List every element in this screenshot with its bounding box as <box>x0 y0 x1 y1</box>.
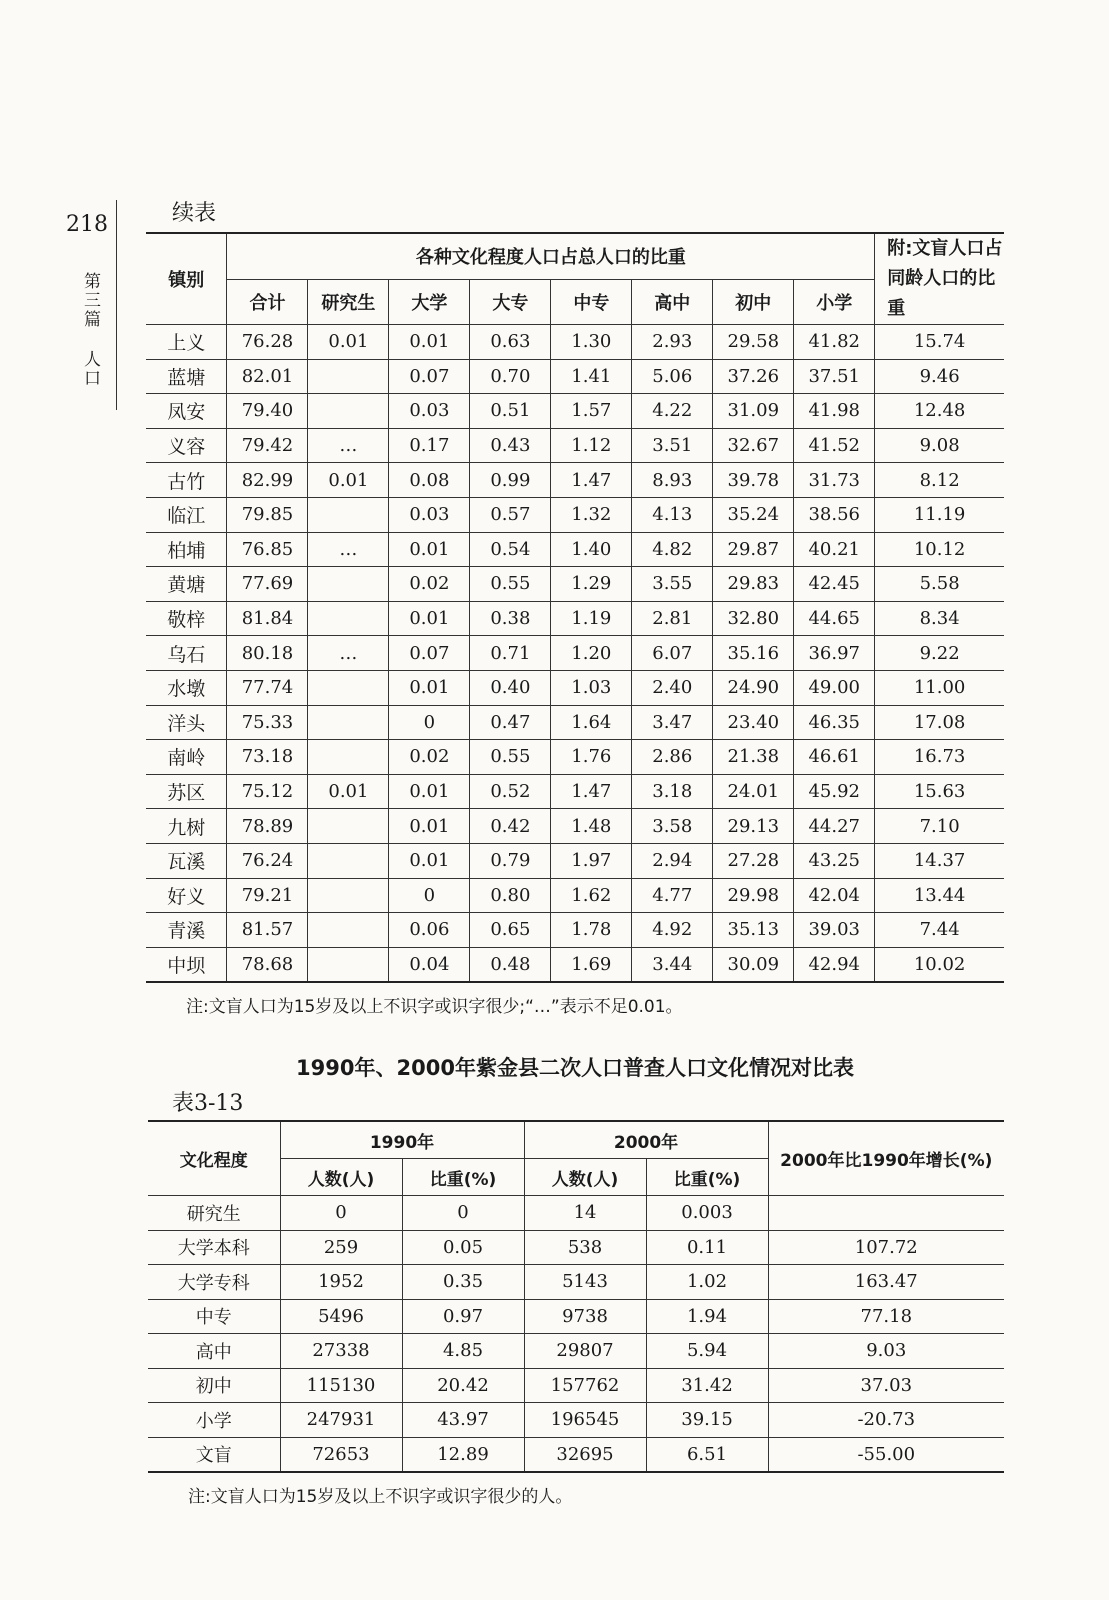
section-label: 人口 <box>80 350 100 388</box>
table-cell: 80.18 <box>227 636 308 671</box>
table-cell: 0 <box>280 1196 402 1231</box>
table-cell: 12.48 <box>875 394 1004 429</box>
education-level: 中专 <box>148 1299 280 1334</box>
table-cell: 76.85 <box>227 532 308 567</box>
table-cell: 0.71 <box>470 636 551 671</box>
table-row <box>146 325 1004 360</box>
table-cell: 82.01 <box>227 359 308 394</box>
table-cell: 0.003 <box>646 1196 768 1231</box>
table-cell: 0.43 <box>470 428 551 463</box>
town-name: 义容 <box>146 428 227 463</box>
table-cell: 3.18 <box>632 774 713 809</box>
town-name: 黄塘 <box>146 567 227 602</box>
table-cell: 31.73 <box>794 463 875 498</box>
table-cell: 43.25 <box>794 843 875 878</box>
table-cell: 13.44 <box>875 878 1004 913</box>
table-cell: 46.61 <box>794 740 875 775</box>
table-cell: 1.20 <box>551 636 632 671</box>
table-cell: 32.67 <box>713 428 794 463</box>
table-cell: 43.97 <box>402 1403 524 1438</box>
town-name: 中坝 <box>146 947 227 982</box>
table-cell: 42.45 <box>794 567 875 602</box>
table-cell: 29.13 <box>713 809 794 844</box>
column-header: 大学 <box>389 279 470 324</box>
table-cell: 42.04 <box>794 878 875 913</box>
table-cell: 46.35 <box>794 705 875 740</box>
table-cell: 44.27 <box>794 809 875 844</box>
table-cell: 29.83 <box>713 567 794 602</box>
table-cell: 79.85 <box>227 497 308 532</box>
header-count-1990: 人数(人) <box>280 1159 402 1196</box>
table-cell: 39.78 <box>713 463 794 498</box>
table-cell: 29.58 <box>713 325 794 360</box>
table-cell: 1.62 <box>551 878 632 913</box>
table-cell: 3.55 <box>632 567 713 602</box>
table-cell: 538 <box>524 1230 646 1265</box>
table-cell <box>308 843 389 878</box>
town-name: 古竹 <box>146 463 227 498</box>
table-cell: 6.51 <box>646 1437 768 1472</box>
town-education-table <box>146 232 1004 983</box>
table-cell: 0.01 <box>389 809 470 844</box>
table-row <box>146 705 1004 740</box>
table-cell: 0.52 <box>470 774 551 809</box>
table-cell: 115130 <box>280 1368 402 1403</box>
table-cell: 2.86 <box>632 740 713 775</box>
table-cell: 0.38 <box>470 601 551 636</box>
table-cell: 0 <box>389 878 470 913</box>
table-cell: 41.98 <box>794 394 875 429</box>
table-cell: 36.97 <box>794 636 875 671</box>
table-cell: 15.63 <box>875 774 1004 809</box>
header-share-2000: 比重(%) <box>646 1159 768 1196</box>
table-cell: 79.42 <box>227 428 308 463</box>
table-cell: 0.17 <box>389 428 470 463</box>
table-row <box>148 1299 1004 1334</box>
table-row <box>146 878 1004 913</box>
table-cell: 14.37 <box>875 843 1004 878</box>
education-level: 文盲 <box>148 1437 280 1472</box>
table-cell: 1.03 <box>551 670 632 705</box>
table-cell: 3.44 <box>632 947 713 982</box>
table-cell: 4.77 <box>632 878 713 913</box>
table-cell: 44.65 <box>794 601 875 636</box>
table-cell: 24.01 <box>713 774 794 809</box>
education-level: 大学专科 <box>148 1265 280 1300</box>
table-cell: 0.01 <box>389 532 470 567</box>
town-name: 瓦溪 <box>146 843 227 878</box>
table-cell: 0.99 <box>470 463 551 498</box>
table-cell: 1.19 <box>551 601 632 636</box>
table-cell: 10.12 <box>875 532 1004 567</box>
table-cell: 6.07 <box>632 636 713 671</box>
table-cell: … <box>308 428 389 463</box>
table-cell: 3.47 <box>632 705 713 740</box>
table-cell <box>308 878 389 913</box>
table-row <box>146 463 1004 498</box>
table-cell: 7.10 <box>875 809 1004 844</box>
table-cell: … <box>308 636 389 671</box>
table-cell: 32.80 <box>713 601 794 636</box>
page-number: 218 <box>66 212 108 237</box>
table-cell: 0.01 <box>308 463 389 498</box>
table-cell: 107.72 <box>768 1230 1004 1265</box>
table-cell: 35.13 <box>713 913 794 948</box>
table-title: 1990年、2000年紫金县二次人口普查人口文化情况对比表 <box>296 1056 854 1080</box>
table-cell: 23.40 <box>713 705 794 740</box>
table-row <box>146 774 1004 809</box>
table-cell: -55.00 <box>768 1437 1004 1472</box>
table-cell: 0.48 <box>470 947 551 982</box>
table-cell: 8.34 <box>875 601 1004 636</box>
table-cell: 9.46 <box>875 359 1004 394</box>
table-cell: 259 <box>280 1230 402 1265</box>
table-cell: 0.07 <box>389 359 470 394</box>
table-cell: 3.58 <box>632 809 713 844</box>
table-cell: 0.80 <box>470 878 551 913</box>
table-cell: 0.97 <box>402 1299 524 1334</box>
table-cell: 12.89 <box>402 1437 524 1472</box>
table-row <box>148 1230 1004 1265</box>
table-cell <box>308 809 389 844</box>
column-header: 研究生 <box>308 279 389 324</box>
table-cell: 15.74 <box>875 325 1004 360</box>
table-row <box>148 1368 1004 1403</box>
table-cell <box>308 947 389 982</box>
table-cell: 1.30 <box>551 325 632 360</box>
table-cell: 0.51 <box>470 394 551 429</box>
table-cell <box>308 913 389 948</box>
table-cell: 8.12 <box>875 463 1004 498</box>
town-name: 敬梓 <box>146 601 227 636</box>
header-level: 文化程度 <box>148 1121 280 1196</box>
table-cell: 0.04 <box>389 947 470 982</box>
header-share-1990: 比重(%) <box>402 1159 524 1196</box>
table-cell: 0.35 <box>402 1265 524 1300</box>
town-name: 凤安 <box>146 394 227 429</box>
header-town: 镇别 <box>146 233 227 325</box>
header-count-2000: 人数(人) <box>524 1159 646 1196</box>
education-level: 大学本科 <box>148 1230 280 1265</box>
table-cell: 16.73 <box>875 740 1004 775</box>
table-cell: 0.55 <box>470 740 551 775</box>
table-cell: 4.82 <box>632 532 713 567</box>
town-name: 洋头 <box>146 705 227 740</box>
table-cell: 37.51 <box>794 359 875 394</box>
table-cell: 5.06 <box>632 359 713 394</box>
table-cell: 17.08 <box>875 705 1004 740</box>
table-cell: 4.92 <box>632 913 713 948</box>
table-row <box>146 843 1004 878</box>
table-cell: 0.42 <box>470 809 551 844</box>
table-cell: 9.22 <box>875 636 1004 671</box>
table-cell: 1.76 <box>551 740 632 775</box>
table-cell: 1.02 <box>646 1265 768 1300</box>
table-cell: 5143 <box>524 1265 646 1300</box>
table-cell: 31.09 <box>713 394 794 429</box>
table-cell: 73.18 <box>227 740 308 775</box>
table-cell: 0.01 <box>389 774 470 809</box>
table-cell: 0.01 <box>389 601 470 636</box>
header-education-share: 各种文化程度人口占总人口的比重 <box>227 233 875 279</box>
side-rule <box>116 200 117 410</box>
table-row <box>146 567 1004 602</box>
town-name: 九树 <box>146 809 227 844</box>
town-name: 苏区 <box>146 774 227 809</box>
table-cell: 81.84 <box>227 601 308 636</box>
table-cell: 9738 <box>524 1299 646 1334</box>
table-cell: … <box>308 532 389 567</box>
column-header: 大专 <box>470 279 551 324</box>
table-cell: 40.21 <box>794 532 875 567</box>
table-cell: 39.03 <box>794 913 875 948</box>
table-cell <box>308 497 389 532</box>
town-name: 上义 <box>146 325 227 360</box>
table-cell: 20.42 <box>402 1368 524 1403</box>
table-row <box>148 1196 1004 1231</box>
table-cell: 76.24 <box>227 843 308 878</box>
table-cell: 1.48 <box>551 809 632 844</box>
table-cell: 29.98 <box>713 878 794 913</box>
table-cell: 9.08 <box>875 428 1004 463</box>
table-cell: 37.03 <box>768 1368 1004 1403</box>
town-name: 好义 <box>146 878 227 913</box>
table-cell: 10.02 <box>875 947 1004 982</box>
table-cell: 1.57 <box>551 394 632 429</box>
table-cell: 1.47 <box>551 774 632 809</box>
table-cell: 38.56 <box>794 497 875 532</box>
table-row <box>146 740 1004 775</box>
table-cell: 49.00 <box>794 670 875 705</box>
table-cell: 2.40 <box>632 670 713 705</box>
table-cell: 76.28 <box>227 325 308 360</box>
table-cell: 4.85 <box>402 1334 524 1369</box>
table-cell: 0.08 <box>389 463 470 498</box>
table-cell: 27.28 <box>713 843 794 878</box>
table-cell: 0.01 <box>308 325 389 360</box>
table-cell: 0.01 <box>308 774 389 809</box>
table-cell: 157762 <box>524 1368 646 1403</box>
header-1990: 1990年 <box>280 1121 524 1159</box>
table-row <box>146 809 1004 844</box>
town-name: 青溪 <box>146 913 227 948</box>
table-cell: 37.26 <box>713 359 794 394</box>
table-cell: 4.13 <box>632 497 713 532</box>
table-cell: 75.33 <box>227 705 308 740</box>
table-cell: 72653 <box>280 1437 402 1472</box>
table-cell: 3.51 <box>632 428 713 463</box>
table-cell: 81.57 <box>227 913 308 948</box>
table-cell: 1.94 <box>646 1299 768 1334</box>
table-cell <box>308 670 389 705</box>
table-cell: 247931 <box>280 1403 402 1438</box>
table-row <box>146 497 1004 532</box>
table-cell: 1952 <box>280 1265 402 1300</box>
table-cell: 1.69 <box>551 947 632 982</box>
table-cell: 11.19 <box>875 497 1004 532</box>
table-cell: 24.90 <box>713 670 794 705</box>
table-cell: 196545 <box>524 1403 646 1438</box>
town-name: 柏埔 <box>146 532 227 567</box>
table-cell: 1.40 <box>551 532 632 567</box>
table-cell: 1.29 <box>551 567 632 602</box>
table-cell: 0.01 <box>389 325 470 360</box>
table-cell: -20.73 <box>768 1403 1004 1438</box>
table-cell: 163.47 <box>768 1265 1004 1300</box>
table-cell: 0.01 <box>389 843 470 878</box>
header-2000: 2000年 <box>524 1121 768 1159</box>
table-cell: 32695 <box>524 1437 646 1472</box>
column-header: 初中 <box>713 279 794 324</box>
education-level: 研究生 <box>148 1196 280 1231</box>
header-illiterate-share: 附:文盲人口占同龄人口的比重 <box>875 233 1004 325</box>
continued-label: 续表 <box>172 201 217 226</box>
table-cell: 82.99 <box>227 463 308 498</box>
town-name: 水墩 <box>146 670 227 705</box>
table-cell: 1.78 <box>551 913 632 948</box>
table-cell <box>308 567 389 602</box>
column-header: 合计 <box>227 279 308 324</box>
table-cell: 45.92 <box>794 774 875 809</box>
table-cell: 77.74 <box>227 670 308 705</box>
table-cell <box>308 601 389 636</box>
table-cell: 4.22 <box>632 394 713 429</box>
town-name: 南岭 <box>146 740 227 775</box>
table-cell: 35.24 <box>713 497 794 532</box>
table-cell: 0.63 <box>470 325 551 360</box>
table-note: 注:文盲人口为15岁及以上不识字或识字很少;“…”表示不足0.01。 <box>186 997 683 1017</box>
table-cell: 29807 <box>524 1334 646 1369</box>
table-cell: 0 <box>389 705 470 740</box>
education-level: 高中 <box>148 1334 280 1369</box>
education-level: 初中 <box>148 1368 280 1403</box>
table-cell: 0.65 <box>470 913 551 948</box>
table-cell: 0.02 <box>389 567 470 602</box>
column-header: 小学 <box>794 279 875 324</box>
chapter-label: 第三篇 <box>80 272 100 329</box>
table-cell: 0.05 <box>402 1230 524 1265</box>
table-cell: 42.94 <box>794 947 875 982</box>
table-cell <box>768 1196 1004 1231</box>
table-row <box>148 1403 1004 1438</box>
table-cell <box>308 394 389 429</box>
header-growth: 2000年比1990年增长(%) <box>768 1121 1004 1196</box>
town-name: 乌石 <box>146 636 227 671</box>
table-cell: 1.64 <box>551 705 632 740</box>
table-cell: 1.97 <box>551 843 632 878</box>
table-row <box>146 394 1004 429</box>
table-cell: 5.58 <box>875 567 1004 602</box>
table-cell: 1.32 <box>551 497 632 532</box>
table-cell: 79.40 <box>227 394 308 429</box>
table-cell: 21.38 <box>713 740 794 775</box>
table-cell: 77.69 <box>227 567 308 602</box>
table-cell: 0.55 <box>470 567 551 602</box>
table-cell: 5.94 <box>646 1334 768 1369</box>
table-cell: 0.03 <box>389 394 470 429</box>
table-cell: 77.18 <box>768 1299 1004 1334</box>
table-cell: 0.70 <box>470 359 551 394</box>
column-header: 高中 <box>632 279 713 324</box>
table-cell: 0.40 <box>470 670 551 705</box>
table-cell: 39.15 <box>646 1403 768 1438</box>
table-cell: 41.52 <box>794 428 875 463</box>
table-cell: 29.87 <box>713 532 794 567</box>
table-row <box>148 1334 1004 1369</box>
table-cell: 31.42 <box>646 1368 768 1403</box>
table-cell: 2.93 <box>632 325 713 360</box>
table-cell <box>308 740 389 775</box>
education-level: 小学 <box>148 1403 280 1438</box>
table-cell: 78.89 <box>227 809 308 844</box>
table-cell: 9.03 <box>768 1334 1004 1369</box>
column-header: 中专 <box>551 279 632 324</box>
table-id: 表3-13 <box>172 1091 244 1116</box>
table-cell: 11.00 <box>875 670 1004 705</box>
table-row <box>146 359 1004 394</box>
table-cell: 1.41 <box>551 359 632 394</box>
table-cell: 41.82 <box>794 325 875 360</box>
table-row <box>146 913 1004 948</box>
table-cell: 35.16 <box>713 636 794 671</box>
table-cell: 30.09 <box>713 947 794 982</box>
table-cell: 0.03 <box>389 497 470 532</box>
census-comparison-table <box>148 1120 1004 1473</box>
table-cell: 2.81 <box>632 601 713 636</box>
table-cell: 79.21 <box>227 878 308 913</box>
table-cell: 2.94 <box>632 843 713 878</box>
table-cell: 0.47 <box>470 705 551 740</box>
table-cell: 8.93 <box>632 463 713 498</box>
table-cell: 5496 <box>280 1299 402 1334</box>
table-cell: 0.57 <box>470 497 551 532</box>
table-cell: 0 <box>402 1196 524 1231</box>
table-cell: 1.12 <box>551 428 632 463</box>
table-cell: 27338 <box>280 1334 402 1369</box>
table-cell: 0.07 <box>389 636 470 671</box>
table-row <box>146 532 1004 567</box>
table-cell <box>308 359 389 394</box>
town-name: 临江 <box>146 497 227 532</box>
table-cell: 1.47 <box>551 463 632 498</box>
table-cell: 78.68 <box>227 947 308 982</box>
table-cell <box>308 705 389 740</box>
table-cell: 0.11 <box>646 1230 768 1265</box>
table-cell: 0.01 <box>389 670 470 705</box>
table-cell: 0.02 <box>389 740 470 775</box>
table-note: 注:文盲人口为15岁及以上不识字或识字很少的人。 <box>188 1487 573 1507</box>
table-row <box>148 1265 1004 1300</box>
table-cell: 0.06 <box>389 913 470 948</box>
table-row <box>146 670 1004 705</box>
table-row <box>146 601 1004 636</box>
table-row <box>148 1437 1004 1472</box>
table-row <box>146 428 1004 463</box>
table-cell: 14 <box>524 1196 646 1231</box>
table-cell: 0.79 <box>470 843 551 878</box>
table-cell: 75.12 <box>227 774 308 809</box>
table-cell: 0.54 <box>470 532 551 567</box>
table-row <box>146 947 1004 982</box>
table-cell: 7.44 <box>875 913 1004 948</box>
table-row <box>146 636 1004 671</box>
town-name: 蓝塘 <box>146 359 227 394</box>
